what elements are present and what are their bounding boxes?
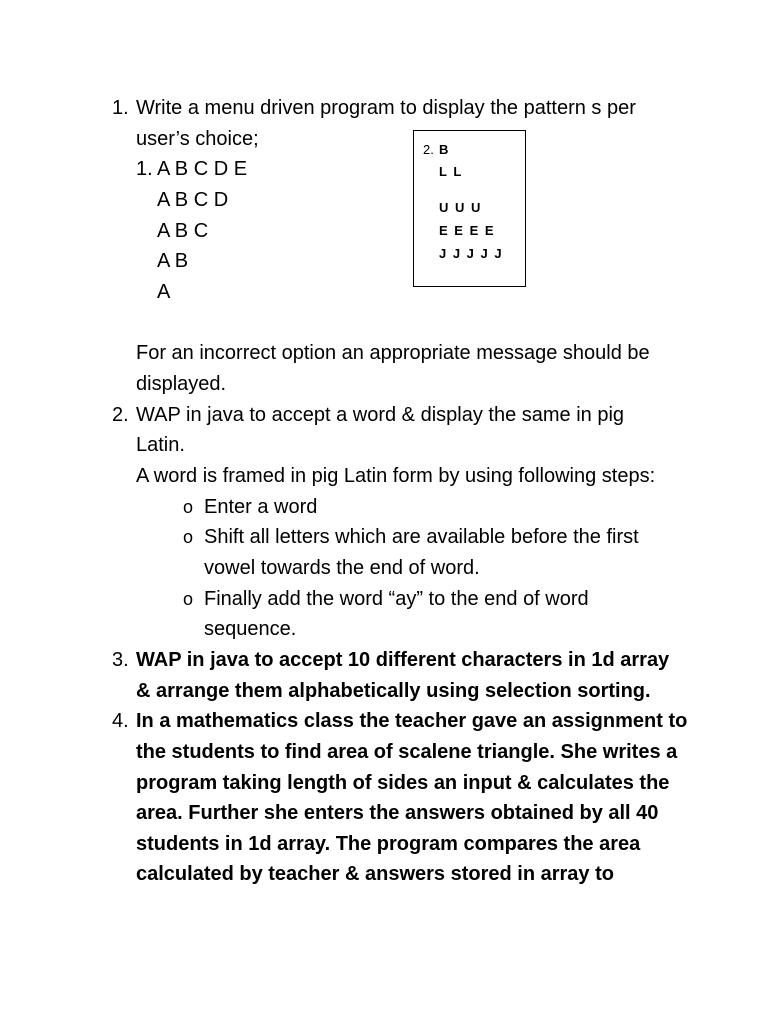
pattern2-row-4: E E E E: [439, 223, 496, 238]
q4-line-2: the students to find area of scalene triangle. She writes a: [136, 741, 678, 763]
pattern2-row-1: B: [439, 142, 450, 157]
q2-step-2-line-2: vowel towards the end of word.: [204, 557, 480, 579]
q2-step-3-line-1: Finally add the word “ay” to the end of word: [204, 588, 589, 610]
q3-number: 3.: [112, 649, 129, 671]
q2-step-2-line-1: Shift all letters which are available before the first: [204, 526, 639, 548]
q4-line-1: In a mathematics class the teacher gave an assignment to: [136, 710, 688, 732]
q4-line-6: calculated by teacher & answers stored in array to: [136, 863, 614, 885]
q2-line-2: Latin.: [136, 434, 185, 456]
pattern1-row-4: A B: [157, 250, 189, 272]
q3-line-1: WAP in java to accept 10 different characters in 1d array: [136, 649, 670, 671]
pattern1-row-2: A B C D: [157, 189, 229, 211]
pattern1-row-5: A: [157, 281, 171, 303]
q1-number: 1.: [112, 97, 129, 119]
pattern2-row-2: L L: [439, 164, 463, 179]
bullet-marker-3: o: [183, 589, 194, 609]
q4-line-4: area. Further she enters the answers obtained by all 40: [136, 802, 659, 824]
pattern1-label: 1.: [136, 158, 153, 180]
pattern1-row-3: A B C: [157, 220, 209, 242]
q1-line-1: Write a menu driven program to display the pattern s per: [136, 97, 636, 119]
pattern1-row-1: A B C D E: [157, 158, 248, 180]
q4-line-5: students in 1d array. The program compares the area: [136, 833, 641, 855]
q2-line-1: WAP in java to accept a word & display the same in pig: [136, 404, 625, 426]
q1-message-line-1: For an incorrect option an appropriate message should be: [136, 342, 650, 364]
bullet-marker-1: o: [183, 497, 194, 517]
q4-line-3: program taking length of sides an input & calculates the: [136, 772, 670, 794]
q4-number: 4.: [112, 710, 129, 732]
q2-number: 2.: [112, 404, 129, 426]
q2-line-3: A word is framed in pig Latin form by using following steps:: [136, 465, 656, 487]
pattern2-row-3: U U U: [439, 200, 482, 215]
pattern2-label: 2.: [423, 142, 434, 157]
pattern2-row-5: J J J J J: [439, 246, 504, 261]
q1-message-line-2: displayed.: [136, 373, 227, 395]
pattern2-box: [413, 130, 526, 287]
q2-step-1: Enter a word: [204, 496, 318, 518]
q3-line-2: & arrange them alphabetically using selection sorting.: [136, 680, 651, 702]
q2-step-3-line-2: sequence.: [204, 618, 297, 640]
q1-line-2: user’s choice;: [136, 128, 259, 150]
bullet-marker-2: o: [183, 527, 194, 547]
